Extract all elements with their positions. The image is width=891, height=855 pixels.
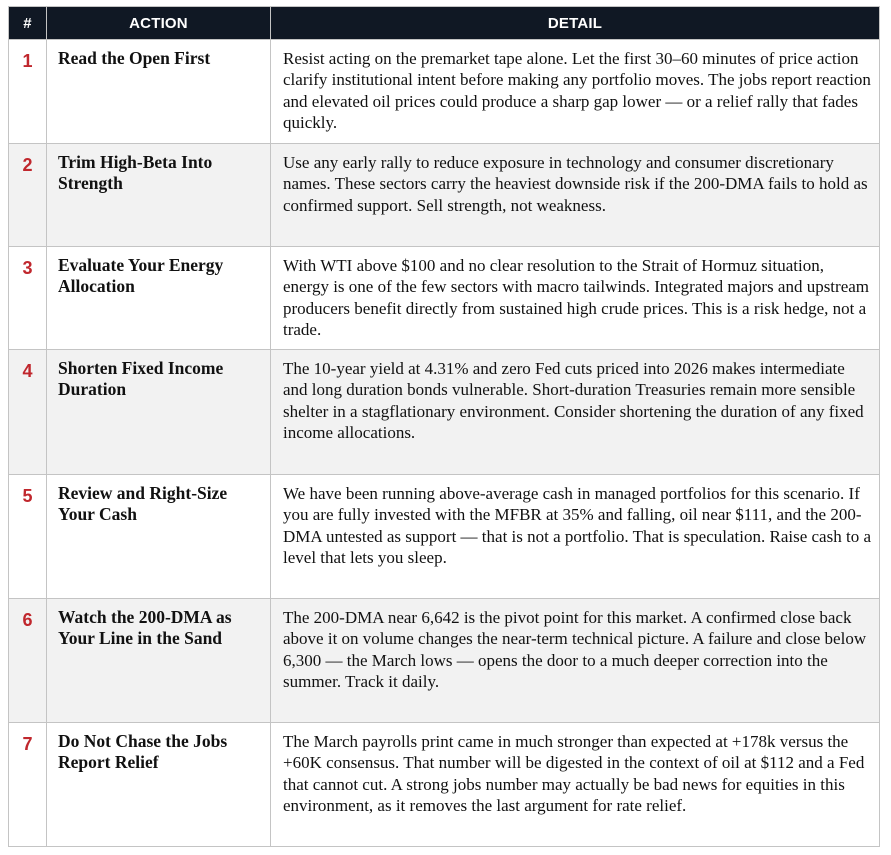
- table-row: [9, 475, 880, 599]
- row-number: 4: [9, 350, 47, 475]
- action-detail: With WTI above $100 and no clear resolution to the Strait of Hormuz situation, energy is one of the few sectors with macro tailwinds. Integrated majors and upstream producers benefit directly from sustained high crude prices. This is a risk hedge, not a trade.: [271, 247, 880, 350]
- column-header-detail: DETAIL: [271, 7, 880, 40]
- action-title: Review and Right-Size Your Cash: [47, 475, 271, 599]
- table-row: [9, 40, 880, 144]
- row-number: 5: [9, 475, 47, 599]
- action-title: Evaluate Your Energy Allocation: [47, 247, 271, 350]
- column-header-action: ACTION: [47, 7, 271, 40]
- action-title: Shorten Fixed Income Duration: [47, 350, 271, 475]
- action-title: Read the Open First: [47, 40, 271, 144]
- action-detail: The 10-year yield at 4.31% and zero Fed cuts priced into 2026 makes intermediate and long duration bonds vulnerable. Short-duration Treasuries remain more sensible shelter in a stagflationary environment. Consider shortening the duration of any fixed income allocations.: [271, 350, 880, 475]
- table-header-row: [9, 7, 880, 40]
- action-title: Do Not Chase the Jobs Report Relief: [47, 723, 271, 847]
- row-number: 1: [9, 40, 47, 144]
- table-row: [9, 599, 880, 723]
- table-row: [9, 350, 880, 475]
- column-header-number: #: [9, 7, 47, 40]
- table-row: [9, 247, 880, 350]
- action-table: [8, 6, 880, 847]
- action-detail: Resist acting on the premarket tape alone. Let the first 30–60 minutes of price action clarify institutional intent before making any portfolio moves. The jobs report reaction and elevated oil prices could produce a sharp gap lower — or a relief rally that fades quickly.: [271, 40, 880, 144]
- row-number: 6: [9, 599, 47, 723]
- row-number: 3: [9, 247, 47, 350]
- action-detail: The March payrolls print came in much stronger than expected at +178k versus the +60K consensus. That number will be digested in the context of oil at $112 and a Fed that cannot cut. A strong jobs number may actually be bad news for equities in this environment, as it removes the last argument for rate relief.: [271, 723, 880, 847]
- table-row: [9, 723, 880, 847]
- row-number: 2: [9, 144, 47, 247]
- action-detail: We have been running above-average cash in managed portfolios for this scenario. If you are fully invested with the MFBR at 35% and falling, oil near $111, and the 200-DMA untested as support — that is not a portfolio. That is speculation. Raise cash to a level that lets you sleep.: [271, 475, 880, 599]
- table-row: [9, 144, 880, 247]
- action-title: Trim High-Beta Into Strength: [47, 144, 271, 247]
- action-detail: The 200-DMA near 6,642 is the pivot point for this market. A confirmed close back above it on volume changes the near-term technical picture. A failure and close below 6,300 — the March lows — opens the door to a much deeper correction into the summer. Track it daily.: [271, 599, 880, 723]
- action-detail: Use any early rally to reduce exposure in technology and consumer discretionary names. These sectors carry the heaviest downside risk if the 200-DMA fails to hold as confirmed support. Sell strength, not weakness.: [271, 144, 880, 247]
- row-number: 7: [9, 723, 47, 847]
- action-title: Watch the 200-DMA as Your Line in the Sand: [47, 599, 271, 723]
